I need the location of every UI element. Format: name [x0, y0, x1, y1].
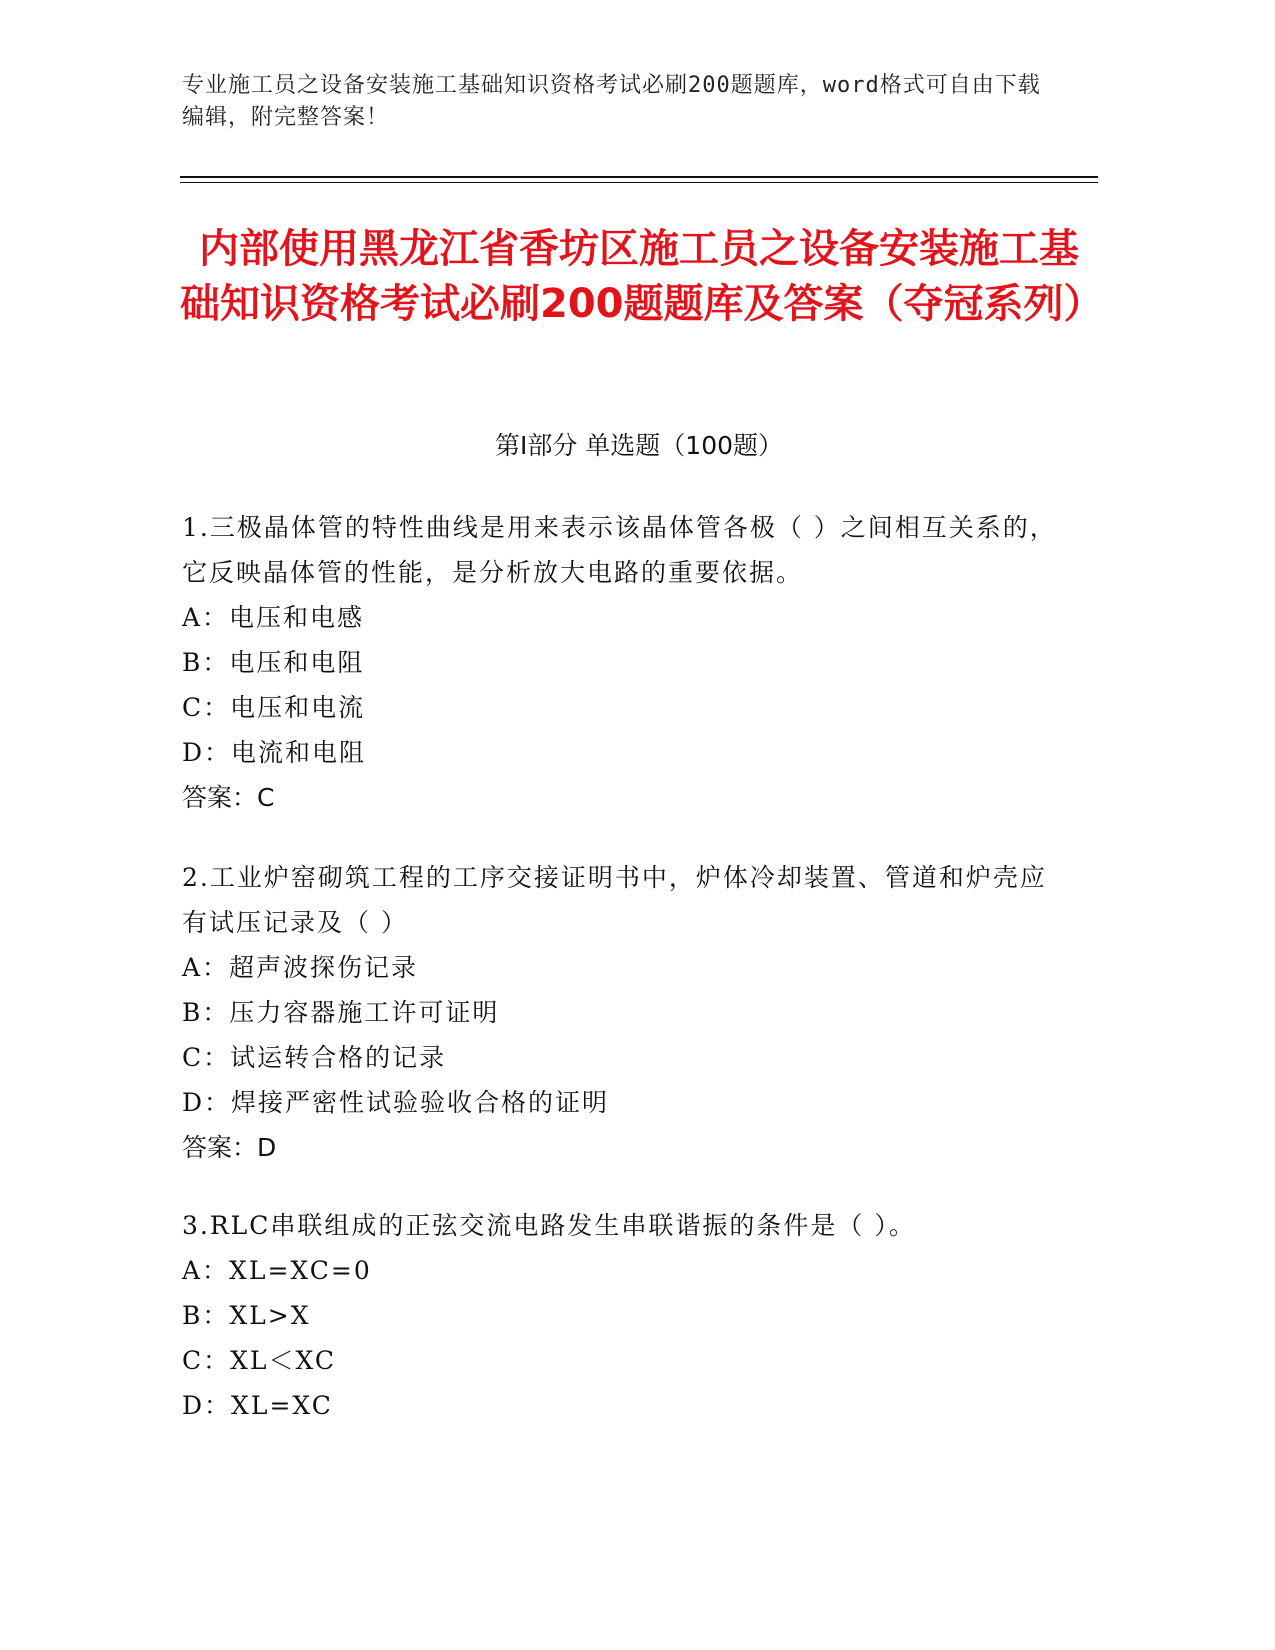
header-divider-thin — [180, 182, 1098, 183]
option-d: D：XL=XC — [182, 1391, 333, 1420]
option-c: C：XL＜XC — [182, 1346, 337, 1375]
option-a: A：超声波探伤记录 — [182, 953, 419, 982]
option-a: A：电压和电感 — [182, 603, 365, 632]
option-d: D：焊接严密性试验验收合格的证明 — [182, 1088, 610, 1117]
question-stem: 1.三极晶体管的特性曲线是用来表示该晶体管各极（ ）之间相互关系的，它反映晶体管的性能，是分析放大电路的重要依据。 — [182, 513, 1057, 587]
question-stem: 2.工业炉窑砌筑工程的工序交接证明书中，炉体冷却装置、管道和炉壳应有试压记录及（ ） — [182, 863, 1047, 937]
option-a: A：XL=XC=0 — [182, 1256, 372, 1285]
option-b: B：压力容器施工许可证明 — [182, 998, 500, 1027]
question-2 — [182, 855, 1062, 1170]
answer: 答案：D — [182, 1133, 277, 1162]
header-divider-thick — [180, 176, 1098, 178]
option-b: B：XL>X — [182, 1301, 311, 1330]
option-c: C：试运转合格的记录 — [182, 1043, 447, 1072]
option-c: C：电压和电流 — [182, 693, 366, 722]
question-stem: 3.RLC串联组成的正弦交流电路发生串联谐振的条件是（ ）。 — [182, 1211, 916, 1240]
option-d: D：电流和电阻 — [182, 738, 367, 767]
header-note: 专业施工员之设备安装施工基础知识资格考试必刷200题题库，word格式可自由下载编辑，附完整答案！ — [182, 73, 1041, 130]
question-3 — [182, 1203, 1062, 1428]
option-b: B：电压和电阻 — [182, 648, 365, 677]
document-title: 内部使用黑龙江省香坊区施工员之设备安装施工基础知识资格考试必刷200题题库及答案（夺冠系列） — [180, 226, 1104, 327]
answer: 答案：C — [182, 783, 275, 812]
section-title: 第I部分 单选题（100题） — [494, 431, 784, 460]
question-1 — [182, 505, 1062, 820]
